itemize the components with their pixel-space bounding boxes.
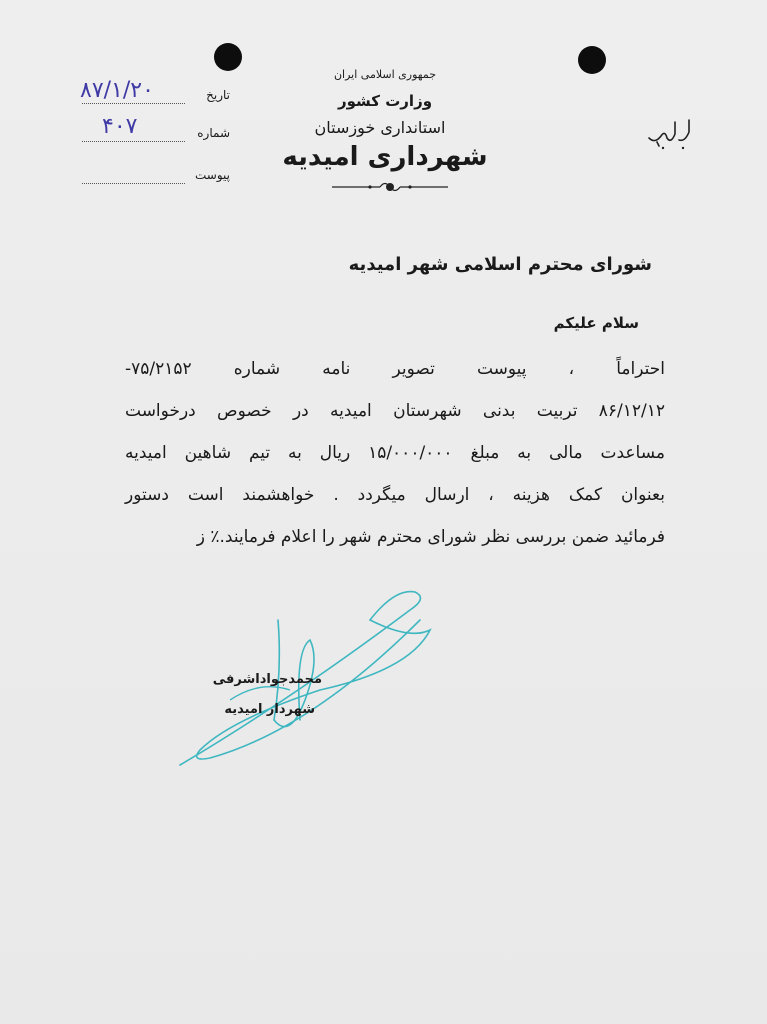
signatory-title: شهردار امیدیه [224,702,315,717]
attachment-dotted-line [82,183,185,184]
attachment-row [70,166,230,188]
punch-hole-right [578,46,606,74]
punch-hole-left [214,43,242,71]
municipality-title: شهرداری امیدیه [282,142,488,172]
body-line-1: احتراماً ، پیوست تصویر نامه شماره ۷۵/۲۱۵۲- [125,359,665,379]
body-line-2: ۸۶/۱۲/۱۲ تربیت بدنی شهرستان امیدیه در خصوص درخواست [125,401,665,421]
number-label: شماره [197,126,230,140]
body-line-3: مساعدت مالی به مبلغ ۱۵/۰۰۰/۰۰۰ ریال به تیم شاهین امیدیه [125,443,665,463]
greeting-line: سلام علیکم [553,314,639,332]
body-line-5: فرمائید ضمن بررسی نظر شورای محترم شهر را اعلام فرمایند.٪ ز [196,527,665,547]
ministry-title: وزارت کشور [337,92,433,110]
letter-body [125,348,665,558]
date-dotted-line [82,103,185,104]
basmala-calligraphy [645,112,695,152]
date-label: تاریخ [206,88,230,102]
attachment-label: پیوست [195,168,230,182]
number-value: ۴۰۷ [102,114,138,139]
number-row [70,114,230,146]
body-line-4: بعنوان کمک هزینه ، ارسال میگردد . خواهشمند است دستور [125,485,665,505]
date-row [70,78,230,108]
date-value: ۸۷/۱/۲۰ [80,78,154,103]
ornament-divider-icon [330,178,450,196]
republic-title: جمهوری اسلامی ایران [333,68,437,81]
number-dotted-line [82,141,185,142]
governorate-title: استانداری خوزستان [314,118,446,137]
recipient-line: شورای محترم اسلامی شهر امیدیه [348,254,652,275]
signatory-name: محمدجواداشرفی [212,672,322,687]
